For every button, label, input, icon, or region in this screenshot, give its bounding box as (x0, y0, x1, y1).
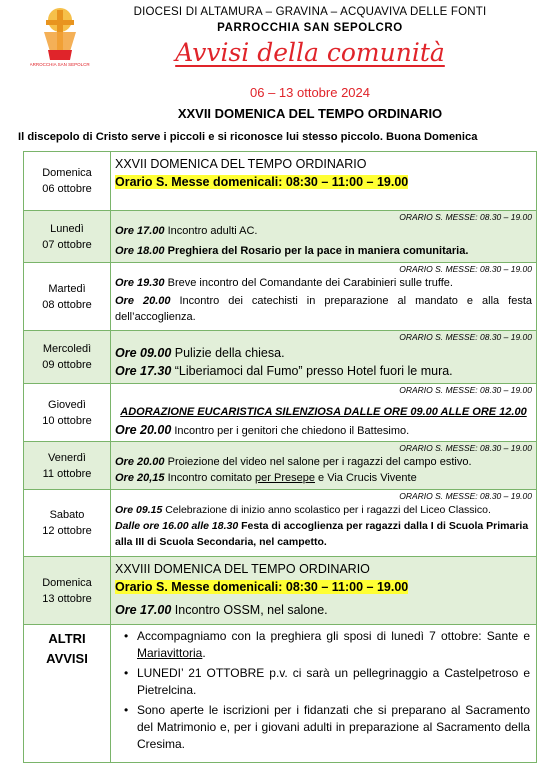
list-item: • Sono aperte le iscrizioni per i fidanzati che si preparano al Sacramento del Matrimonio e, per i giovani adulti in preparazione al Sacramento della Cresima. (137, 702, 530, 753)
table-row (24, 211, 537, 263)
events-cell (111, 211, 537, 263)
event-item: Ore 09.15 Celebrazione di inizio anno scolastico per i ragazzi del Liceo Classico. (115, 504, 491, 516)
list-item: • LUNEDI’ 21 OTTOBRE p.v. ci sarà un pellegrinaggio a Castelpetroso e Pietrelcina. (137, 665, 530, 699)
events-cell (111, 442, 537, 490)
events-cell (111, 263, 537, 331)
header (0, 0, 555, 150)
day-cell (24, 442, 111, 490)
day-date: 09 ottobre (42, 359, 92, 371)
table-row (24, 263, 537, 331)
day-date: 10 ottobre (42, 414, 92, 427)
table-row (24, 152, 537, 211)
event-item: Ore 18.00 Preghiera del Rosario per la pace in maniera comunitaria. (115, 245, 469, 257)
events-cell (111, 557, 537, 625)
mass-schedule: Orario S. Messe domenicali: 08:30 – 11:00 – 19.00 (115, 175, 409, 189)
event-item: Ore 19.30 Breve incontro del Comandante dei Carabinieri sulle truffe. (115, 277, 453, 289)
day-name: Mercoledì (42, 343, 92, 355)
mass-times-note: ORARIO S. MESSE: 08.30 – 19.00 (399, 212, 532, 222)
page-title: Avvisi della comunità (175, 38, 445, 67)
event-item: Ore 09.00 Pulizie della chiesa. (115, 346, 285, 360)
other-notices-label: ALTRI AVVISI (24, 625, 111, 763)
table-row (24, 557, 537, 625)
schedule-table (23, 151, 537, 763)
mass-times-note: ORARIO S. MESSE: 08.30 – 19.00 (399, 443, 532, 453)
notices-list (117, 628, 530, 753)
day-cell (24, 557, 111, 625)
day-name: Giovedì (48, 398, 86, 411)
day-cell (24, 263, 111, 331)
table-row (24, 331, 537, 384)
table-row (24, 625, 537, 763)
day-date: 13 ottobre (42, 592, 92, 605)
event-item: Dalle ore 16.00 alle 18.30 Festa di accoglienza per ragazzi dalla I di Scuola Primaria alla III di Scuola Secondaria, nel campetto. (115, 520, 529, 548)
sunday-title: XXVII DOMENICA DEL TEMPO ORDINARIO (177, 106, 443, 121)
day-cell (24, 211, 111, 263)
events-cell (111, 331, 537, 384)
day-cell (24, 331, 111, 384)
day-date: 06 ottobre (42, 183, 92, 195)
day-name: Domenica (42, 167, 92, 179)
day-name: Domenica (42, 576, 92, 589)
event-item: Ore 20.00 Incontro per i genitori che chiedono il Battesimo. (115, 423, 410, 437)
day-cell (24, 384, 111, 442)
day-cell (24, 490, 111, 557)
mass-times-note: ORARIO S. MESSE: 08.30 – 19.00 (399, 491, 532, 501)
day-name: Sabato (49, 509, 85, 521)
parish-name: PARROCCHIA SAN SEPOLCRO (217, 22, 403, 34)
events-cell (111, 384, 537, 442)
diocese-name: DIOCESI DI ALTAMURA – GRAVINA – ACQUAVIVA DELLE FONTI (133, 6, 487, 18)
other-notices-cell (111, 625, 537, 763)
parish-logo (30, 6, 90, 72)
event-item: Ore 17.30 “Liberiamoci dal Fumo” presso Hotel fuori le mura. (115, 364, 453, 378)
intro-text: Il discepolo di Cristo serve i piccoli e si riconosce lui stesso piccolo. Buona Domenica (18, 131, 478, 143)
table-row (24, 384, 537, 442)
events-cell (111, 152, 537, 211)
sunday-name: XXVII DOMENICA DEL TEMPO ORDINARIO (115, 157, 367, 171)
day-date: 07 ottobre (42, 238, 92, 251)
event-item: Ore 17.00 Incontro OSSM, nel salone. (115, 603, 328, 617)
day-date: 11 ottobre (42, 467, 92, 480)
presepe-link: per Presepe (255, 472, 315, 484)
day-cell (24, 152, 111, 211)
svg-text:PARROCCHIA SAN SEPOLCRO: PARROCCHIA SAN SEPOLCRO (30, 62, 90, 67)
mass-times-note: ORARIO S. MESSE: 08.30 – 19.00 (399, 385, 532, 395)
day-date: 12 ottobre (42, 525, 92, 537)
day-name: Venerdì (48, 451, 86, 464)
adoration-notice: ADORAZIONE EUCARISTICA SILENZIOSA DALLE ORE 09.00 ALLE ORE 12.00 (120, 406, 527, 418)
events-cell (111, 490, 537, 557)
mass-times-note: ORARIO S. MESSE: 08.30 – 19.00 (399, 264, 532, 274)
table-row (24, 490, 537, 557)
event-item: Ore 20.00 Incontro dei catechisti in preparazione al mandato e alla festa dell’accoglienza. (115, 295, 532, 323)
day-name: Lunedì (50, 222, 84, 235)
day-name: Martedì (48, 282, 86, 295)
mass-schedule: Orario S. Messe domenicali: 08:30 – 11:00 – 19.00 (115, 580, 409, 594)
sunday-name: XXVIII DOMENICA DEL TEMPO ORDINARIO (115, 562, 370, 576)
event-item: Ore 20,15 Incontro comitato per Presepe e Via Crucis Vivente (115, 472, 417, 484)
mass-times-note: ORARIO S. MESSE: 08.30 – 19.00 (399, 332, 532, 342)
event-item: Ore 17.00 Incontro adulti AC. (115, 225, 258, 237)
list-item: • Accompagniamo con la preghiera gli sposi di lunedì 7 ottobre: Sante e Mariavittoria. (137, 628, 530, 662)
event-item: Ore 20.00 Proiezione del video nel salone per i ragazzi del campo estivo. (115, 456, 472, 468)
day-date: 08 ottobre (42, 298, 92, 311)
table-row (24, 442, 537, 490)
date-range: 06 – 13 ottobre 2024 (250, 85, 370, 100)
